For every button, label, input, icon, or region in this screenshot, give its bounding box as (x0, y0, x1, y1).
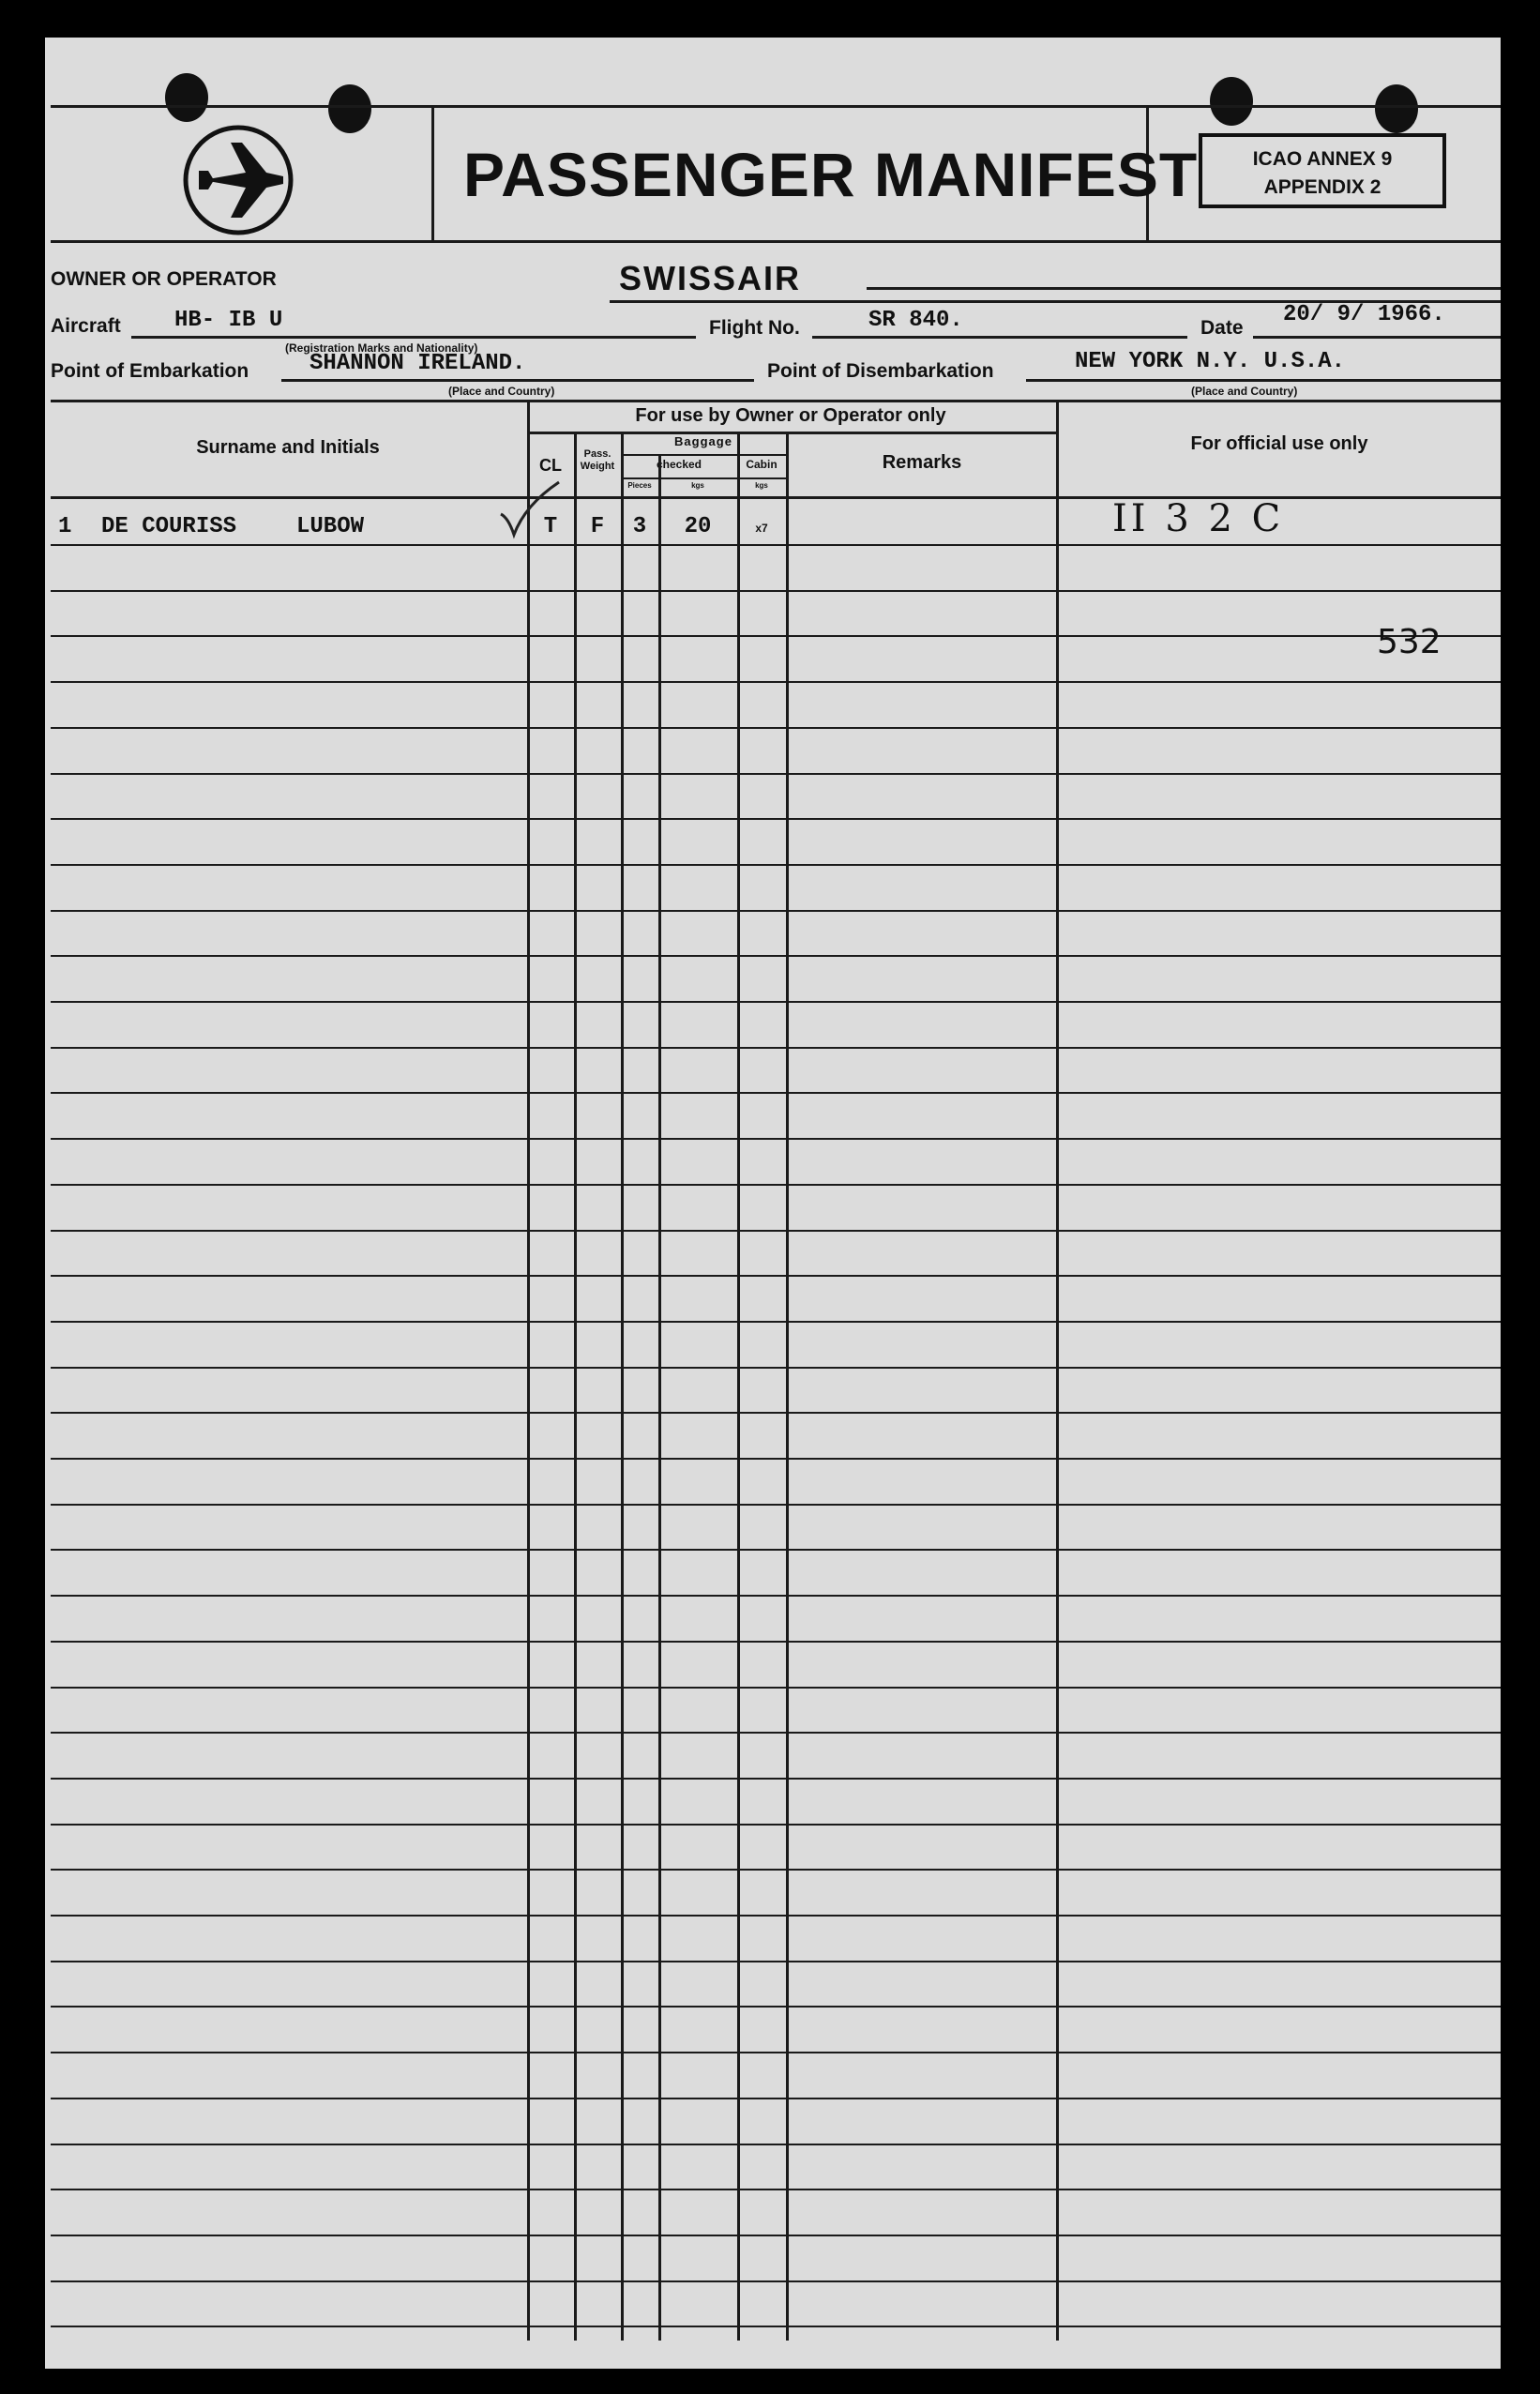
disembarkation-value: NEW YORK N.Y. U.S.A. (1075, 349, 1346, 374)
passenger-initials: LUBOW (296, 514, 365, 539)
row-rule (51, 864, 1501, 866)
baggage-pieces-value: 3 (632, 514, 647, 539)
row-rule (51, 1961, 1501, 1962)
cabin-kgs-header: kgs (755, 481, 768, 490)
row-rule (51, 1047, 1501, 1049)
row-rule (51, 1549, 1501, 1551)
row-rule (51, 955, 1501, 957)
embarkation-label: Point of Embarkation (51, 360, 249, 382)
row-rule (51, 1367, 1501, 1369)
aircraft-note: (Registration Marks and Nationality) (285, 341, 478, 355)
header-top-rule (51, 105, 1501, 108)
surname-column-header: Surname and Initials (196, 437, 380, 458)
cabin-baggage-value: x7 (755, 522, 768, 535)
pass-weight-value: F (590, 514, 605, 539)
checked-header: checked (656, 458, 702, 471)
row-rule (51, 1687, 1501, 1689)
row-rule (51, 1092, 1501, 1094)
baggage-header: Baggage (674, 434, 732, 448)
row-rule (51, 727, 1501, 729)
punch-hole (1210, 77, 1253, 126)
row-rule (51, 544, 1501, 546)
disembarkation-note: (Place and Country) (1191, 385, 1298, 398)
column-rule (737, 432, 740, 2341)
row-rule (51, 2052, 1501, 2053)
aircraft-value: HB- IB U (174, 308, 283, 333)
embarkation-value: SHANNON IRELAND. (310, 351, 526, 376)
column-rule (786, 432, 789, 2341)
row-rule (51, 2235, 1501, 2236)
row-rule (51, 1641, 1501, 1643)
row-rule (51, 1869, 1501, 1871)
punch-hole (328, 84, 371, 133)
row-rule (51, 681, 1501, 683)
disembarkation-rule (1026, 379, 1501, 382)
punch-hole (1375, 84, 1418, 133)
row-rule (51, 1504, 1501, 1506)
row-rule (51, 1138, 1501, 1140)
icao-annex: ICAO ANNEX 9 (1252, 148, 1393, 170)
airplane-in-circle-icon (180, 122, 296, 238)
pass-weight-column-header: Pass. Weight (580, 448, 615, 472)
aircraft-rule (131, 336, 696, 339)
header-bottom-rule (51, 240, 1501, 243)
row-rule (51, 1732, 1501, 1734)
operator-name: SWISSAIR (619, 259, 802, 297)
date-value: 20/ 9/ 1966. (1283, 302, 1445, 327)
column-rule (658, 454, 661, 2341)
row-rule (51, 1915, 1501, 1917)
owner-rule (867, 287, 1501, 290)
row-rule (51, 1595, 1501, 1597)
embarkation-note: (Place and Country) (448, 385, 555, 398)
kgs-header: kgs (691, 481, 704, 490)
column-rule (574, 432, 577, 2341)
embarkation-rule (281, 379, 754, 382)
row-rule (51, 1184, 1501, 1186)
flight-value: SR 840. (868, 308, 963, 333)
baggage-header-rule (621, 454, 786, 456)
row-rule (51, 590, 1501, 592)
row-rule (51, 818, 1501, 820)
disembarkation-label: Point of Disembarkation (767, 360, 994, 382)
row-rule (51, 1001, 1501, 1003)
punch-hole (165, 73, 208, 122)
aircraft-label: Aircraft (51, 315, 121, 337)
row-number: 1 (58, 514, 72, 539)
operator-use-header: For use by Owner or Operator only (635, 405, 946, 426)
row-rule (51, 1778, 1501, 1780)
row-rule (51, 2280, 1501, 2282)
cabin-header: Cabin (746, 458, 778, 471)
icao-appendix: APPENDIX 2 (1263, 176, 1381, 198)
stamp-number: 532 (1377, 623, 1442, 661)
table-top-rule (51, 400, 1501, 402)
row-rule (51, 2189, 1501, 2190)
remarks-column-header: Remarks (882, 452, 962, 473)
date-rule (1253, 336, 1501, 339)
row-rule (51, 2326, 1501, 2327)
row-rule (51, 635, 1501, 637)
baggage-kgs-value: 20 (684, 514, 712, 539)
row-rule (51, 1230, 1501, 1232)
class-value: T (543, 514, 558, 539)
operator-header-rule (527, 432, 1056, 434)
row-rule (51, 1824, 1501, 1826)
owner-label: OWNER OR OPERATOR (51, 268, 277, 290)
flight-label: Flight No. (709, 317, 800, 339)
row-rule (51, 2006, 1501, 2008)
row-rule (51, 1321, 1501, 1323)
official-notation: II 3 2 C (1112, 497, 1285, 540)
row-rule (51, 2144, 1501, 2145)
row-rule (51, 1412, 1501, 1414)
header-divider (431, 105, 434, 242)
icao-reference-box (1199, 133, 1446, 208)
pieces-header: Pieces (627, 481, 652, 490)
page-title: PASSENGER MANIFEST (463, 140, 1199, 209)
date-label: Date (1200, 317, 1244, 339)
row-rule (51, 2098, 1501, 2099)
column-rule (527, 400, 530, 2341)
row-rule (51, 773, 1501, 775)
row-rule (51, 910, 1501, 912)
flight-rule (812, 336, 1187, 339)
official-use-header: For official use only (1190, 433, 1368, 454)
passenger-surname: DE COURISS (101, 514, 237, 539)
row-rule (51, 1458, 1501, 1460)
column-rule (1056, 400, 1059, 2341)
class-column-header: CL (539, 456, 562, 475)
checked-header-rule (621, 477, 786, 479)
column-rule (621, 432, 624, 2341)
row-rule (51, 1275, 1501, 1277)
